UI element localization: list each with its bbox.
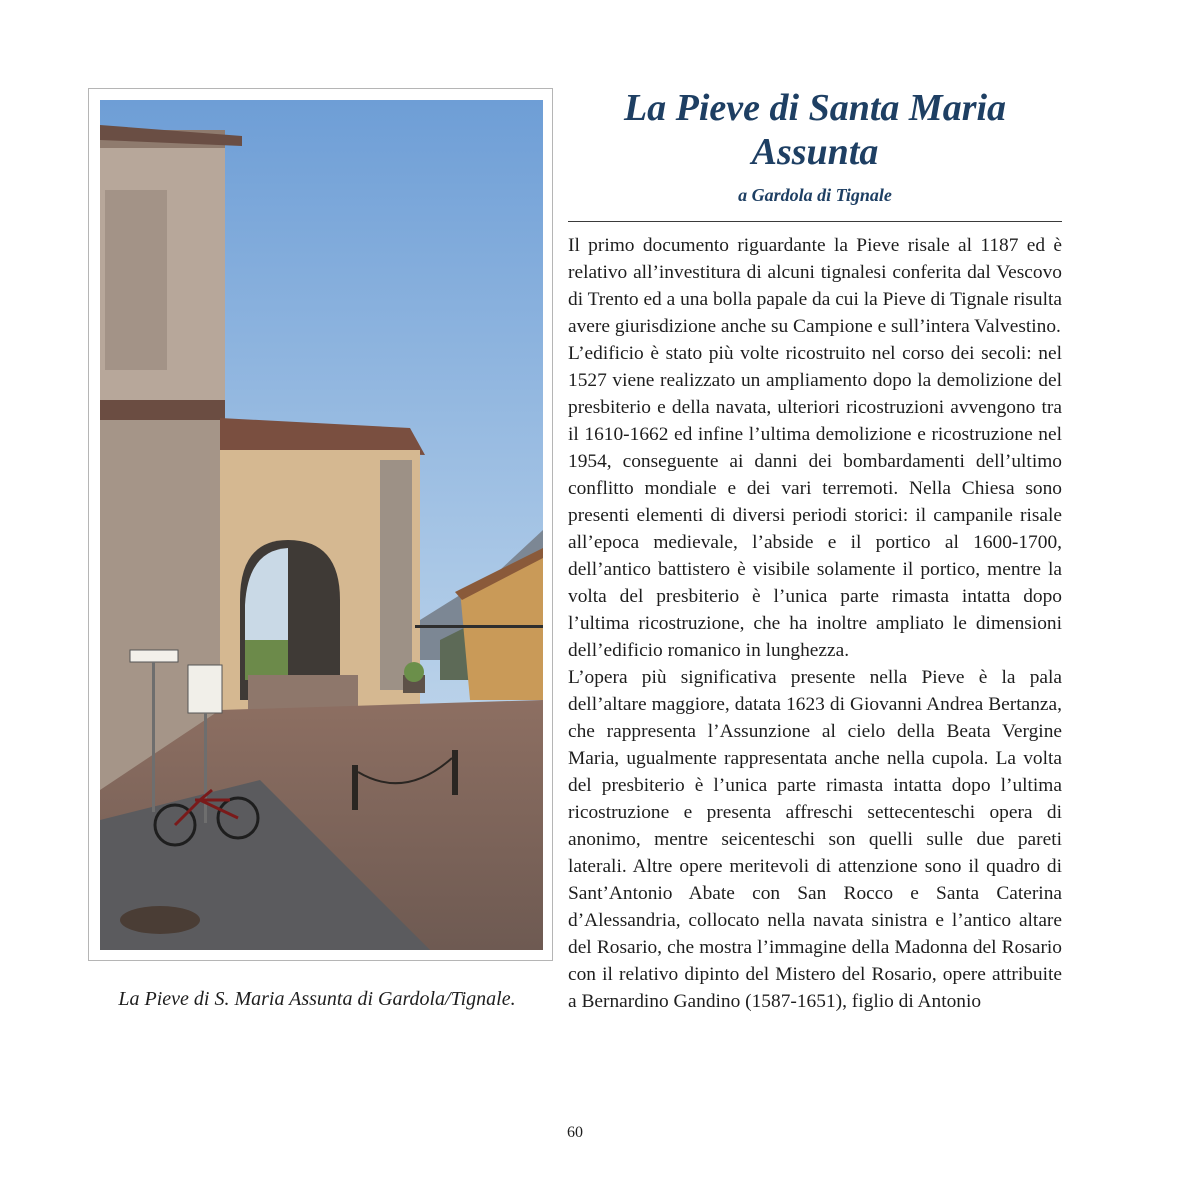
title-divider bbox=[568, 221, 1062, 222]
paragraph: Il primo documento riguardante la Pieve risale al 1187 ed è relativo all’investitura di alcuni tignalesi conferita dal Vescovo di Trento ed a una bolla papale da cui la Pieve di Tignale risulta avere giurisdizione anche su Campione e sull’intera Valvestino. bbox=[568, 235, 1062, 337]
page-title: La Pieve di Santa Maria Assunta bbox=[623, 87, 1007, 173]
page-subtitle: a Gardola di Tignale bbox=[738, 185, 892, 205]
page-number: 60 bbox=[567, 1124, 583, 1141]
church-photo bbox=[100, 100, 543, 950]
paragraph: L’opera più significativa presente nella Pieve è la pala dell’altare maggiore, datata 1623 di Giovanni Andrea Bertanza, che rappresenta l’Assunzione al cielo della Beata Vergine Maria, ugualmente rappresentata anche nella cupola. La volta del presbiterio è l’unica parte rimasta intatta dopo l’ultima ricostruzione e presenta affreschi settecenteschi opera di anonimo, mentre seicenteschi son quelli sulle due pareti laterali. Altre opere meritevoli di attenzione sono il quadro di Sant’Antonio Abate con San Rocco e Santa Caterina d’Alessandria, collocato nella navata sinistra e l’antico altare del Rosario, che mostra l’immagine della Madonna del Rosario con il relativo dipinto del Mistero del Rosario, opere attribuite a Bernardino Gandino (1587-1651), figlio di Antonio bbox=[568, 667, 1062, 1012]
article-body bbox=[568, 232, 1062, 1015]
figure-caption: La Pieve di S. Maria Assunta di Gardola/Tignale. bbox=[118, 988, 516, 1010]
paragraph: L’edificio è stato più volte ricostruito nel corso dei secoli: nel 1527 viene realizzato un ampliamento dopo la demolizione del presbiterio e della navata, ulteriori ricostruzioni avvengono tra il 1610-1662 ed infine l’ultima demolizione e ricostruzione nel 1954, conseguente ai danni dei bombardamenti dell’ultimo conflitto mondiale e dei vari terremoti. Nella Chiesa sono presenti elementi di diversi periodi storici: il campanile risale all’epoca medievale, l’abside e il portico al 1600-1700, dell’antico battistero è visibile solamente il portico, mentre la volta del presbiterio è l’unica parte rimasta intatta dopo l’ultima ricostruzione, che ha inoltre ampliato le dimensioni dell’edificio romanico in lunghezza. bbox=[568, 343, 1062, 661]
